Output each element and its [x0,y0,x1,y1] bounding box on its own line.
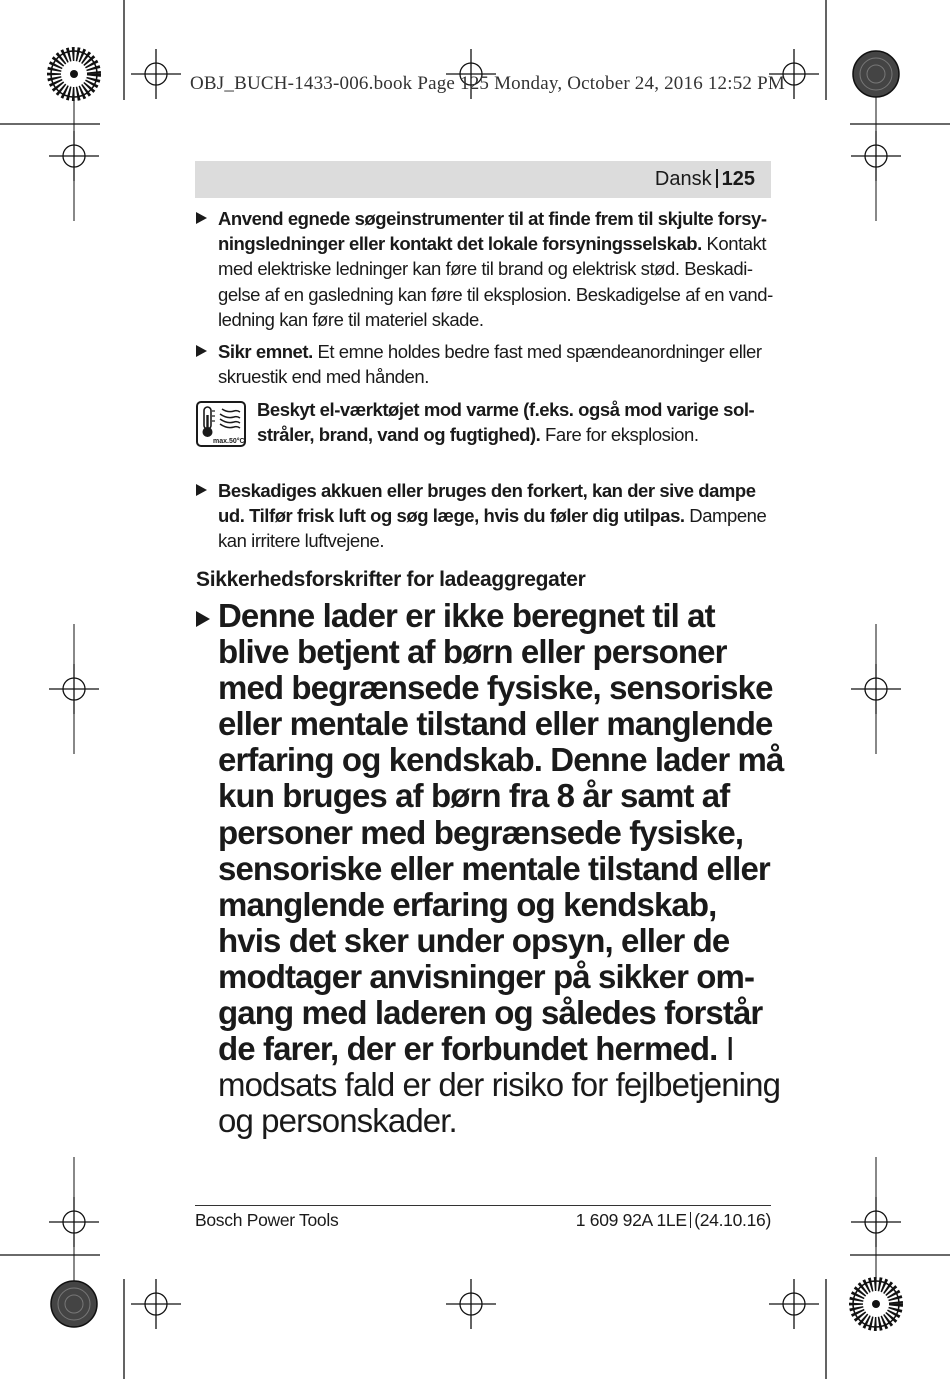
footer-code: 1 609 92A 1LE [575,1210,687,1230]
footer-brand: Bosch Power Tools [195,1210,339,1230]
list-item [196,339,776,389]
page-header [655,168,755,191]
page-number: 125 [721,168,755,190]
bullet-triangle-icon [196,484,207,496]
section-title: Sikkerhedsforskrifter for ladeaggregater [196,568,586,591]
bullet-triangle-icon [196,212,207,224]
charger-warning-bold: Denne lader er ikke beregnet til at blive betjent af børn eller personer med begrænsede fysiske, sensoriske eller mentale tilstand eller manglende erfaring og kendskab. Denne lader må kun bruges af børn fra 8 år samt af personer med begrænsede fysiske, sensoriske eller mentale tilstand eller manglende erfaring og kendskab, hvis det sker under opsyn, eller de modtager anvisninger på sikker omgang med laderen og således forstår de farer, der er forbundet hermed. [218,597,784,1068]
bullet-bold-text: Sikr emnet. [218,341,313,362]
bullet-normal-text: Kontakt med elektriske ledninger kan føre til brand og elektrisk stød. Beskadigelse af en gasledning kan føre til eksplosion. Beskadigelse af en vandledning kan føre til materiel skade. [218,233,774,330]
bullet-bold-text: Beskadiges akkuen eller bruges den forkert, kan der sive dampe ud. Tilfør frisk luft og søg læge, hvis du føler dig utilpas. [218,480,756,527]
bullet-bold-text: Anvend egnede søgeinstrumenter til at finde frem til skjulte forsyningsledninger eller kontakt det lokale forsyningsselskab. [218,208,768,255]
bullet-normal-text: Et emne holdes bedre fast med spændeanordninger eller skruestik end med hånden. [218,341,762,388]
thermometer-heat-icon [196,401,246,447]
book-page-info: OBJ_BUCH-1433-006.book Page 125 Monday, October 24, 2016 12:52 PM [190,73,785,94]
footer-separator [690,1212,692,1228]
bullet-triangle-icon [196,611,210,627]
list-item [196,478,776,554]
footer-date: (24.10.16) [694,1210,771,1230]
footer-doc-code [576,1210,771,1231]
charger-warning-normal: I modsats fald er der risiko for fejlbetjening og personskader. [218,1030,781,1140]
heat-warning-bold: Beskyt el-værktøjet mod varme (f.eks. også mod varige solstråler, brand, vand og fugtighed). [257,399,755,446]
header-separator [716,169,718,188]
charger-warning [196,598,786,1139]
bullet-triangle-icon [196,345,207,357]
bullet-normal-text: Dampene kan irritere luftvejene. [218,505,767,552]
svg-text:max.50°C: max.50°C [213,438,245,445]
list-item [196,206,776,332]
language-label: Dansk [654,168,712,190]
heat-warning-normal: Fare for eksplosion. [540,424,699,446]
heat-warning-text [257,397,767,447]
page-header-bar [195,161,771,198]
footer-rule [195,1205,771,1206]
